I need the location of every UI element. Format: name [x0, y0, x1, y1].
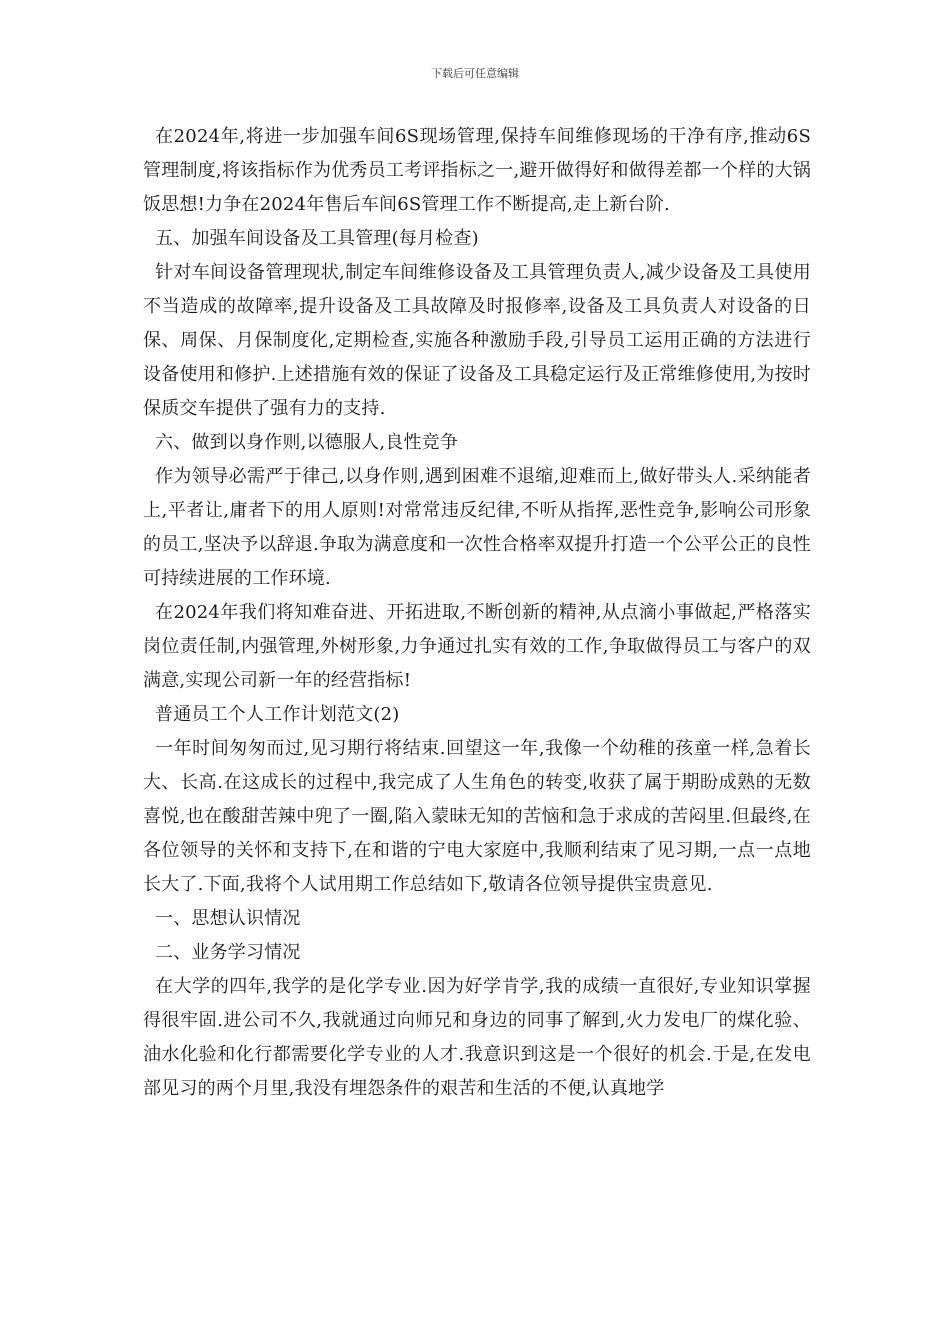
- heading-part-2: 二、业务学习情况: [155, 942, 301, 963]
- paragraph-leadership: 作为领导必需严于律己,以身作则,遇到困难不退缩,迎难而上,做好带头人.采纳能者上,平者让,庸者下的用人原则!对常常违反纪律,不听从指挥,恶性竞争,影响公司形象的员工,坚决予以辞退.争取为满意度和一次性合格率双提升打造一个公平公正的良性可持续进展的工作环境.: [143, 466, 811, 589]
- heading-section-6: 六、做到以身作则,以德服人,良性竞争: [155, 432, 459, 453]
- paragraph-6s-management: 在2024年,将进一步加强车间6S现场管理,保持车间维修现场的干净有序,推动6S管理制度,将该指标作为优秀员工考评指标之一,避开做得好和做得差都一个样的大锅饭思想!力争在2024年售后车间6S管理工作不断提高,走上新台阶.: [143, 126, 811, 215]
- heading-section-5: 五、加强车间设备及工具管理(每月检查): [155, 228, 479, 249]
- heading-plan-sample-2: 普通员工个人工作计划范文(2): [155, 704, 400, 725]
- paragraph-equipment-management: 针对车间设备管理现状,制定车间维修设备及工具管理负责人,减少设备及工具使用不当造成的故障率,提升设备及工具故障及时报修率,设备及工具负责人对设备的日保、周保、月保制度化,定期检查,实施各种激励手段,引导员工运用正确的方法进行设备使用和修护.上述措施有效的保证了设备及工具稳定运行及正常维修使用,为按时保质交车提供了强有力的支持.: [143, 262, 811, 419]
- paragraph-internship-review: 一年时间匆匆而过,见习期行将结束.回望这一年,我像一个幼稚的孩童一样,急着长大、长高.在这成长的过程中,我完成了人生角色的转变,收获了属于期盼成熟的无数喜悦,也在酸甜苦辣中兜了一圈,陷入蒙昧无知的苦恼和急于求成的苦闷里.但最终,在各位领导的关怀和支持下,在和谐的宁电大家庭中,我顺利结束了见习期,一点一点地长大了.下面,我将个人试用期工作总结如下,敬请各位领导提供宝贵意见.: [143, 738, 811, 895]
- heading-part-1: 一、思想认识情况: [155, 908, 301, 929]
- paragraph-study: 在大学的四年,我学的是化学专业.因为好学肯学,我的成绩一直很好,专业知识掌握得很牢固.进公司不久,我就通过向师兄和身边的同事了解到,火力发电厂的煤化验、油水化验和化行都需要化学专业的人才.我意识到这是一个很好的机会.于是,在发电部见习的两个月里,我没有埋怨条件的艰苦和生活的不便,认真地学: [143, 976, 811, 1099]
- document-body: [143, 120, 811, 1106]
- page-header-note: 下载后可任意编辑: [431, 67, 519, 80]
- paragraph-2024-goals: 在2024年我们将知难奋进、开拓进取,不断创新的精神,从点滴小事做起,严格落实岗位责任制,内强管理,外树形象,力争通过扎实有效的工作,争取做得员工与客户的双满意,实现公司新一年的经营指标!: [143, 602, 811, 691]
